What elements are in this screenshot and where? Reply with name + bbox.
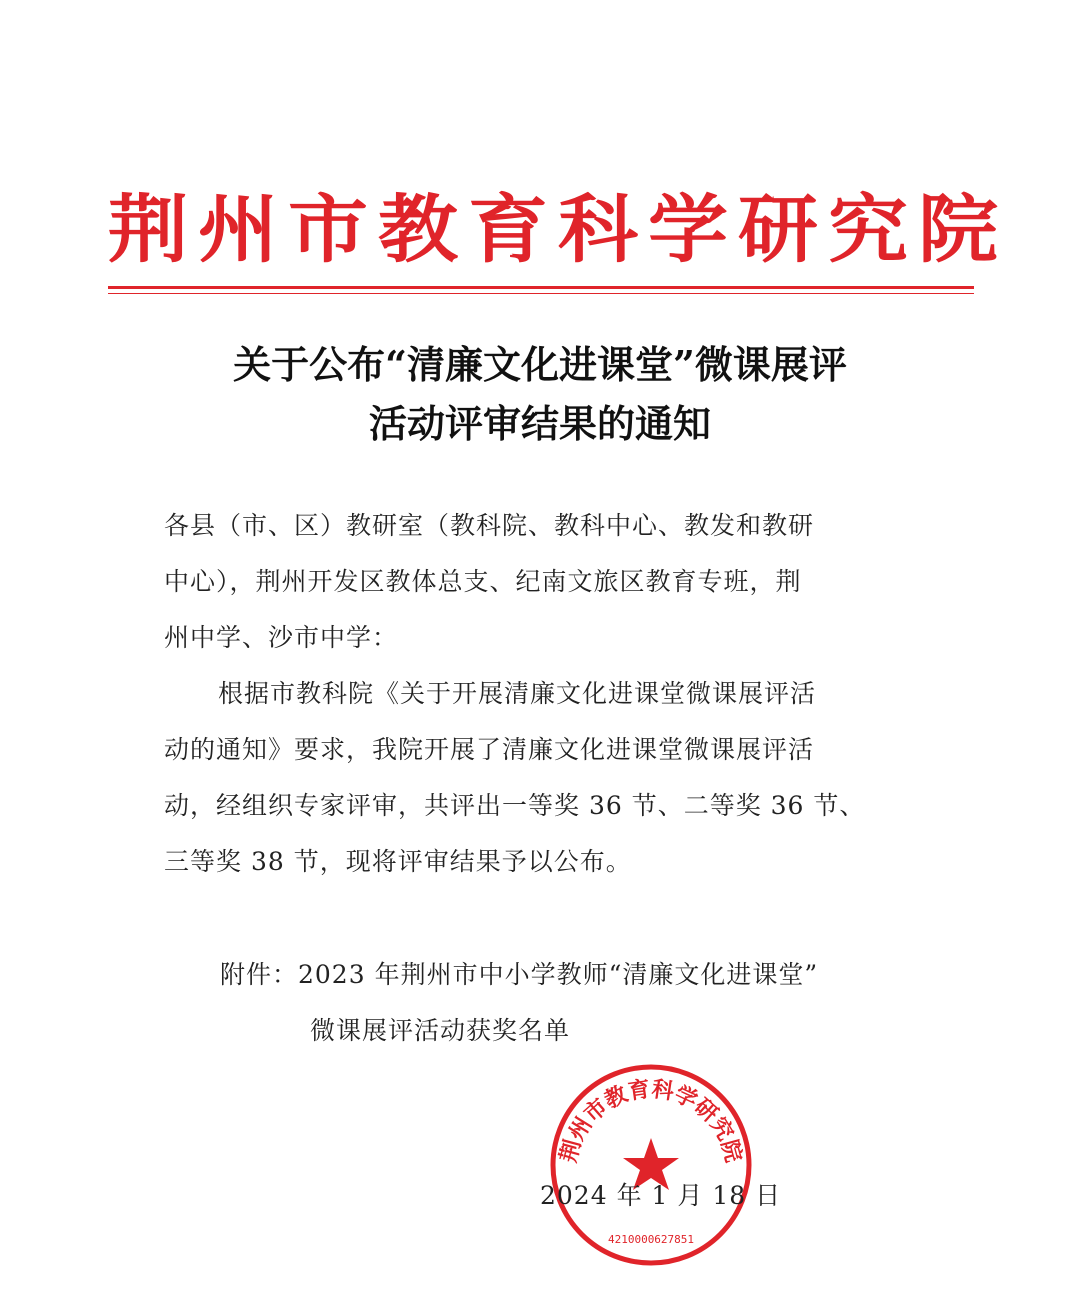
issue-date: 2024 年 1 月 18 日: [540, 1181, 782, 1210]
official-seal: [546, 1060, 756, 1270]
paragraph-line: 三等奖 38 节，现将评审结果予以公布。: [164, 847, 632, 876]
notice-title-line-1: 关于公布“清廉文化进课堂”微课展评: [233, 342, 847, 387]
attachment-line: 微课展评活动获奖名单: [310, 1016, 571, 1045]
attachment-line: 附件：2023 年荆州市中小学教师“清廉文化进课堂”: [220, 960, 819, 989]
organization-header: 荆州市教育科学研究院: [108, 186, 1008, 273]
paragraph-line: 动，经组织专家评审，共评出一等奖 36 节、二等奖 36 节、: [164, 791, 866, 820]
seal-text: 荆州市教育科学研究院: [556, 1077, 746, 1166]
seal-number: 4210000627851: [607, 1233, 695, 1246]
addressee-line: 中心），荆州开发区教体总支、纪南文旅区教育专班，荆: [164, 567, 802, 596]
paragraph-line: 根据市教科院《关于开展清廉文化进课堂微课展评活: [218, 679, 817, 708]
addressee-line: 州中学、沙市中学：: [164, 623, 399, 652]
notice-title-line-2: 活动评审结果的通知: [368, 401, 711, 446]
header-red-rule-thin: [108, 293, 974, 294]
paragraph-line: 动的通知》要求，我院开展了清廉文化进课堂微课展评活: [164, 735, 815, 764]
header-red-rule: [108, 286, 974, 289]
addressee-line: 各县（市、区）教研室（教科院、教科中心、教发和教研: [164, 511, 815, 540]
